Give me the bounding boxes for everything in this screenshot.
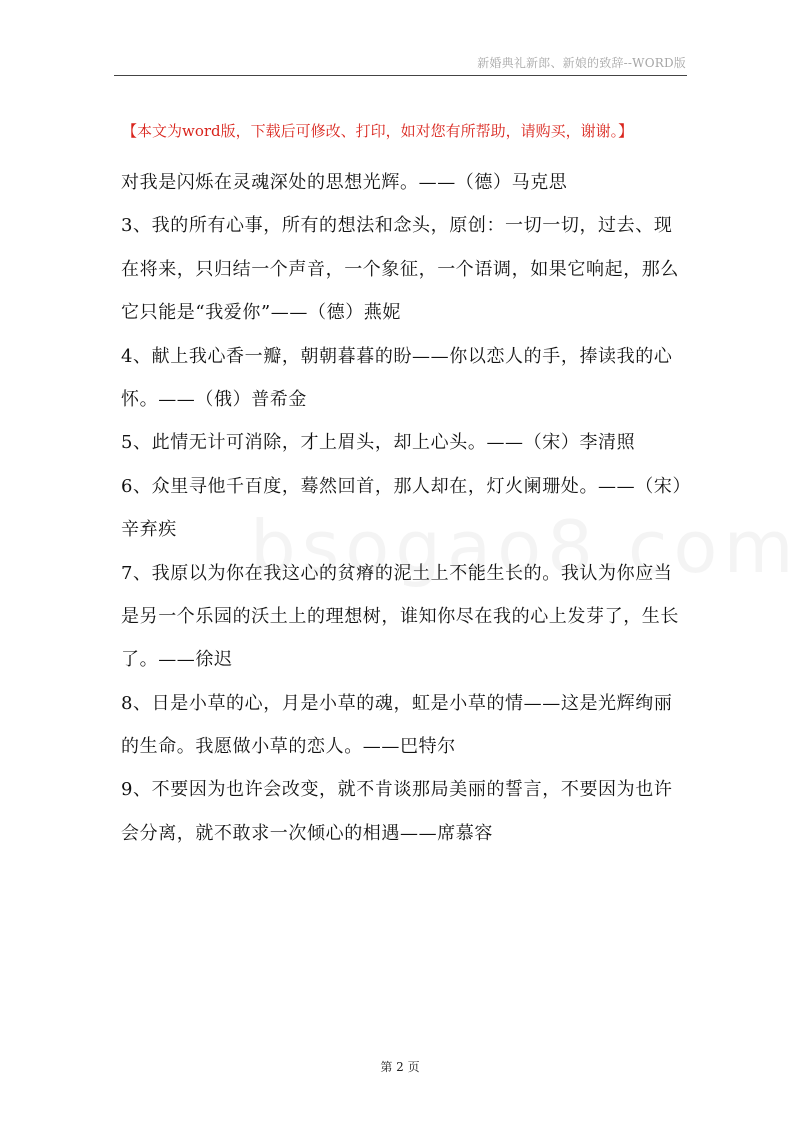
document-body	[121, 166, 696, 860]
text-line: 6、众里寻他千百度，蓦然回首，那人却在，灯火阑珊处。——（宋）	[121, 475, 692, 497]
text-line: 9、不要因为也许会改变，就不肯谈那局美丽的誓言，不要因为也许	[121, 779, 673, 801]
text-line: 了。——徐迟	[121, 649, 233, 671]
page-number: 第 2 页	[380, 1060, 420, 1074]
download-notice: 【本文为word版，下载后可修改、打印，如对您有所帮助，请购买，谢谢。】	[122, 122, 634, 140]
text-line: 的生命。我愿做小草的恋人。——巴特尔	[121, 736, 456, 758]
text-line: 5、此情无计可消除，才上眉头，却上心头。——（宋）李清照	[121, 432, 636, 454]
text-line: 4、献上我心香一瓣，朝朝暮暮的盼——你以恋人的手，捧读我的心	[121, 345, 673, 367]
text-line: 在将来，只归结一个声音，一个象征，一个语调，如果它响起，那么	[121, 258, 679, 280]
page-header-title: 新婚典礼新郎、新娘的致辞--WORD版	[477, 56, 686, 70]
text-line: 辛弃疾	[121, 519, 177, 541]
text-line: 7、我原以为你在我这心的贫瘠的泥土上不能生长的。我认为你应当	[121, 562, 673, 584]
header-divider	[114, 75, 687, 76]
text-line: 怀。——（俄）普希金	[121, 388, 307, 410]
text-line: 对我是闪烁在灵魂深处的思想光辉。——（德）马克思	[121, 172, 568, 193]
text-line: 它只能是“我爱你”——（德）燕妮	[121, 302, 402, 324]
text-line: 8、日是小草的心，月是小草的魂，虹是小草的情——这是光辉绚丽	[121, 692, 673, 714]
text-line: 是另一个乐园的沃土上的理想树，谁知你尽在我的心上发芽了，生长	[121, 605, 679, 627]
text-line: 3、我的所有心事，所有的想法和念头，原创：一切一切，过去、现	[121, 215, 673, 237]
text-line: 会分离，就不敢求一次倾心的相遇——席慕容	[121, 822, 493, 844]
